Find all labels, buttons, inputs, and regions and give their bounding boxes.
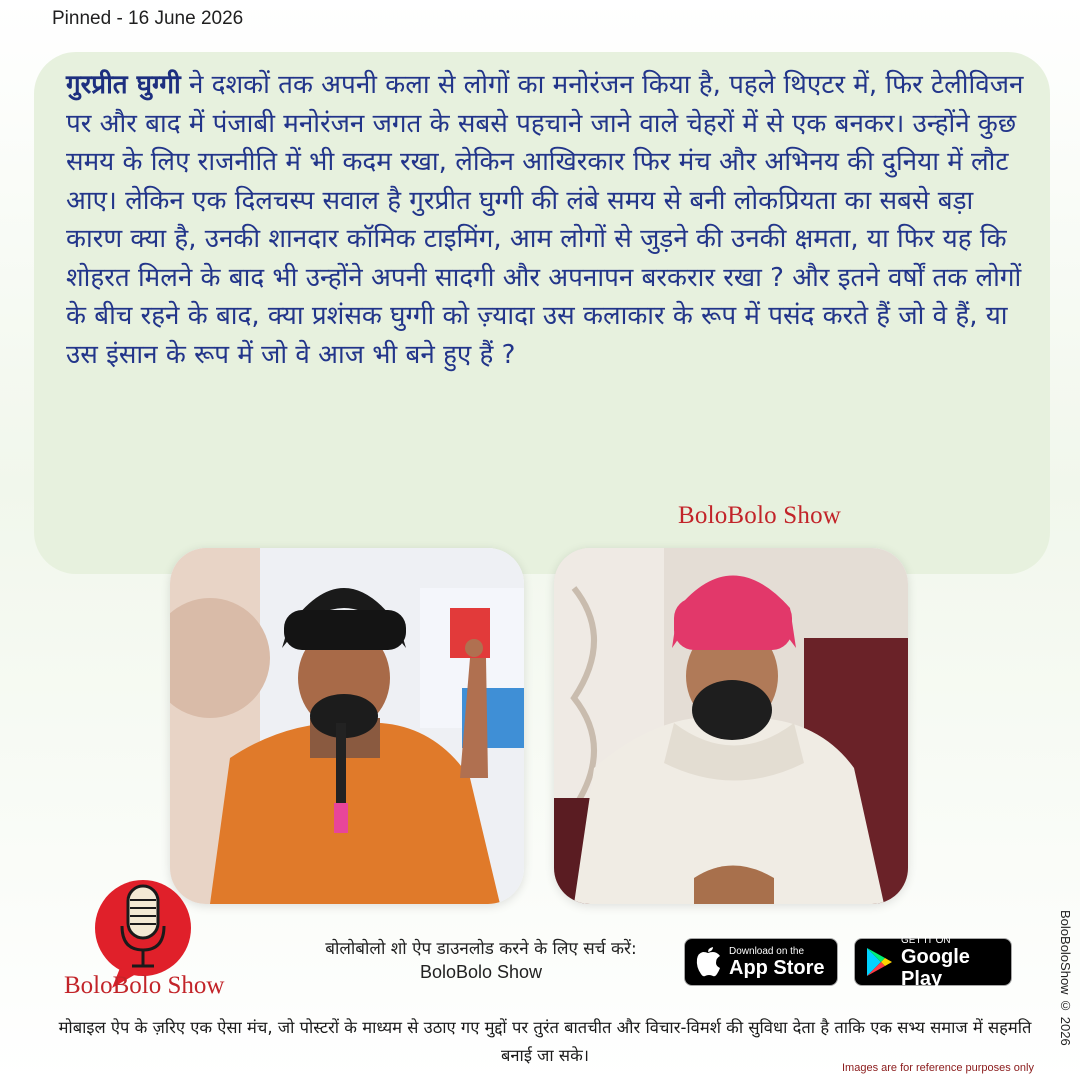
apple-icon — [695, 947, 721, 977]
logo-wordmark: BoloBolo Show — [64, 972, 225, 999]
image-disclaimer: Images are for reference purposes only — [842, 1062, 1034, 1074]
brand-tag: BoloBolo Show — [678, 502, 842, 529]
app-store-caption: Download on the — [729, 945, 805, 957]
photo-speaker-orange-shirt-icon — [170, 548, 524, 904]
app-name: BoloBolo Show — [419, 962, 543, 982]
copyright-vertical: BoloBoloShow © 2026 — [1058, 910, 1073, 1046]
platform-description: मोबाइल ऐप के ज़रिए एक ऐसा मंच, जो पोस्टरों के माध्यम से उठाए गए मुद्दों पर तुरंत बातचीत और विचार-विमर्श की सुविधा देता है ताकि एक सभ्य समाज में सहमति बनाई जा सके। — [58, 1018, 1032, 1065]
app-search-instruction: बोलोबोलो शो ऐप डाउनलोड करने के लिए सर्च करें: — [325, 939, 637, 959]
post-subject-name: गुरप्रीत घुग्गी — [66, 70, 181, 100]
photo-man-pink-turban-icon — [554, 548, 908, 904]
photo-speaker — [170, 548, 524, 904]
pinned-date: Pinned - 16 June 2026 — [52, 8, 244, 29]
app-store-button[interactable] — [684, 938, 838, 986]
google-play-label: Google Play — [901, 945, 970, 990]
post-body-text: ने दशकों तक अपनी कला से लोगों का मनोरंजन किया है, पहले थिएटर में, फिर टेलीविजन पर और बाद में पंजाबी मनोरंजन जगत के सबसे पहचाने जाने वाले चेहरों में से एक बनकर। उन्होंने कुछ समय के लिए राजनीति में भी कदम रखा, लेकिन आखिरकार फिर मंच और अभिनय की दुनिया में लौट आए। लेकिन एक दिलचस्प सवाल है गुरप्रीत घुग्गी की लंबे समय से बनी लोकप्रियता का सबसे बड़ा कारण क्या है, उनकी शानदार कॉमिक टाइमिंग, आम लोगों से जुड़ने की उनकी क्षमता, या फिर यह कि शोहरत मिलने के बाद भी उन्होंने अपनी सादगी और अपनापन बरकरार रखा ? और इतने वर्षों तक लोगों के बीच रहने के बाद, क्या प्रशंसक घुग्गी को ज़्यादा उस कलाकार के रूप में पसंद करते हैं जो वे हैं, या उस इंसान के रूप में जो वे आज भी बने हुए हैं ? — [66, 70, 1024, 370]
post-body — [66, 66, 1026, 374]
app-store-label: App Store — [729, 956, 825, 979]
photo-pink-turban — [554, 548, 908, 904]
google-play-button[interactable] — [854, 934, 1012, 990]
google-play-caption: GET IT ON — [901, 934, 951, 946]
google-play-icon — [865, 947, 893, 977]
